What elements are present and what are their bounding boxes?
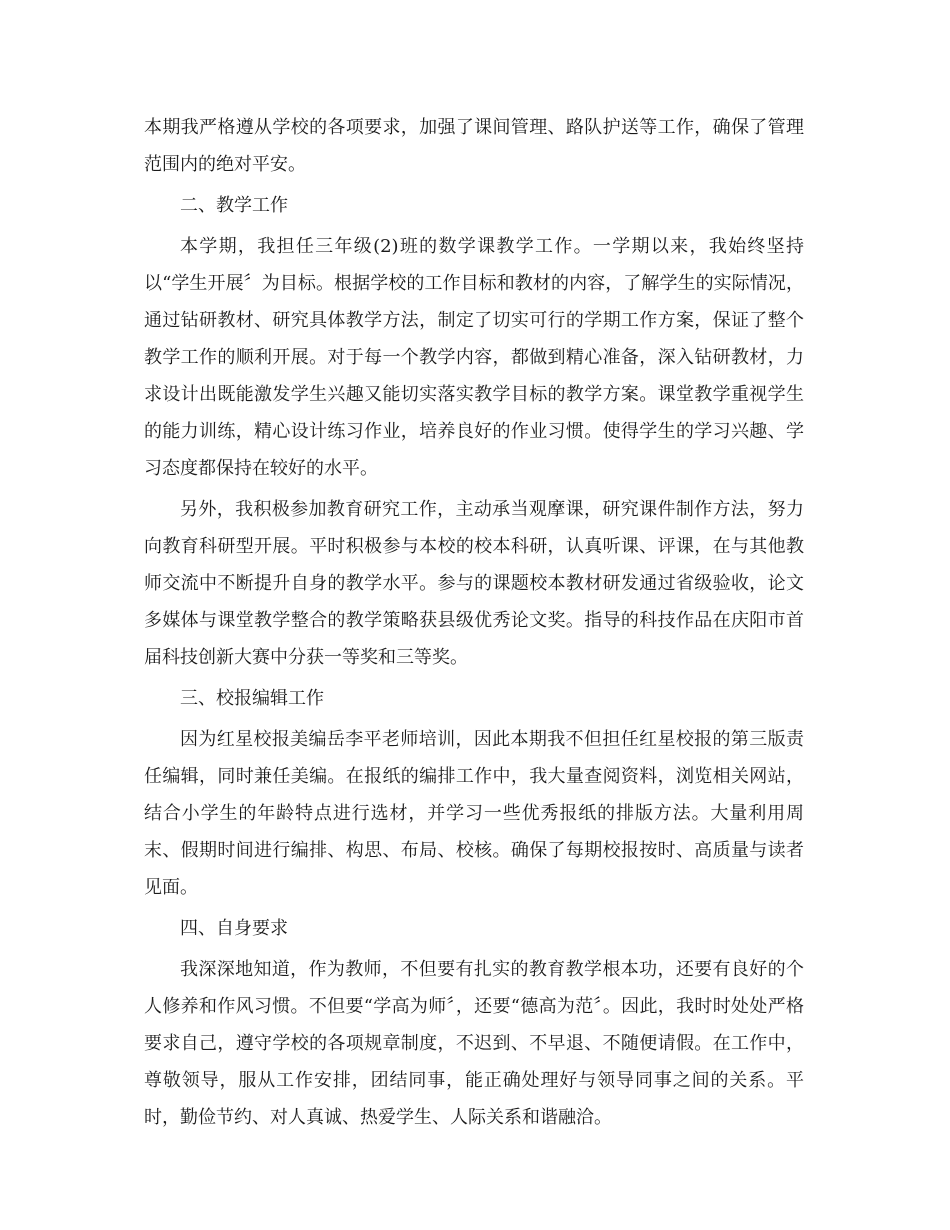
paragraph-safety-continued: 本期我严格遵从学校的各项要求，加强了课间管理、路队护送等工作，确保了管理范围内的绝对平安。 <box>144 117 804 175</box>
heading-teaching-work: 二、教学工作 <box>180 195 288 216</box>
paragraph-research-work: 另外，我积极参加教育研究工作，主动承当观摩课，研究课件制作方法，努力向教育科研型开展。平时积极参与本校的校本科研，认真听课、评课，在与其他教师交流中不断提升自身的教学水平。参与的课题校本教材研发通过省级验收，论文多媒体与课堂教学整合的教学策略获县级优秀论文奖。指导的科技作品在庆阳市首届科技创新大赛中分获一等奖和三等奖。 <box>144 499 804 668</box>
paragraph-teaching-work: 本学期，我担任三年级(2)班的数学课教学工作。一学期以来，我始终坚持以“学生开展〞为目标。根据学校的工作目标和教材的内容，了解学生的实际情况，通过钻研教材、研究具体教学方法，制定了切实可行的学期工作方案，保证了整个教学工作的顺利开展。对于每一个教学内容，都做到精心准备，深入钻研教材，力求设计出既能激发学生兴趣又能切实落实教学目标的教学方案。课堂教学重视学生的能力训练，精心设计练习作业，培养良好的作业习惯。使得学生的学习兴趣、学习态度都保持在较好的水平。 <box>144 236 804 479</box>
paragraph-school-newspaper: 因为红星校报美编岳李平老师培训，因此本期我不但担任红星校报的第三版责任编辑，同时兼任美编。在报纸的编排工作中，我大量查阅资料，浏览相关网站，结合小学生的年龄特点进行选材，并学习一些优秀报纸的排版方法。大量利用周末、假期时间进行编排、构思、布局、校核。确保了每期校报按时、高质量与读者见面。 <box>144 729 804 898</box>
paragraph-self-requirements: 我深深地知道，作为教师，不但要有扎实的教育教学根本功，还要有良好的个人修养和作风习惯。不但要“学高为师〞，还要“德高为范〞。因此，我时时处处严格要求自己，遵守学校的各项规章制度，不迟到、不早退、不随便请假。在工作中，尊敬领导，服从工作安排，团结同事，能正确处理好与领导同事之间的关系。平时，勤俭节约、对人真诚、热爱学生、人际关系和谐融洽。 <box>144 959 804 1128</box>
document-body <box>144 109 804 1140</box>
heading-self-requirements: 四、自身要求 <box>180 918 288 939</box>
heading-school-newspaper: 三、校报编辑工作 <box>180 688 324 709</box>
